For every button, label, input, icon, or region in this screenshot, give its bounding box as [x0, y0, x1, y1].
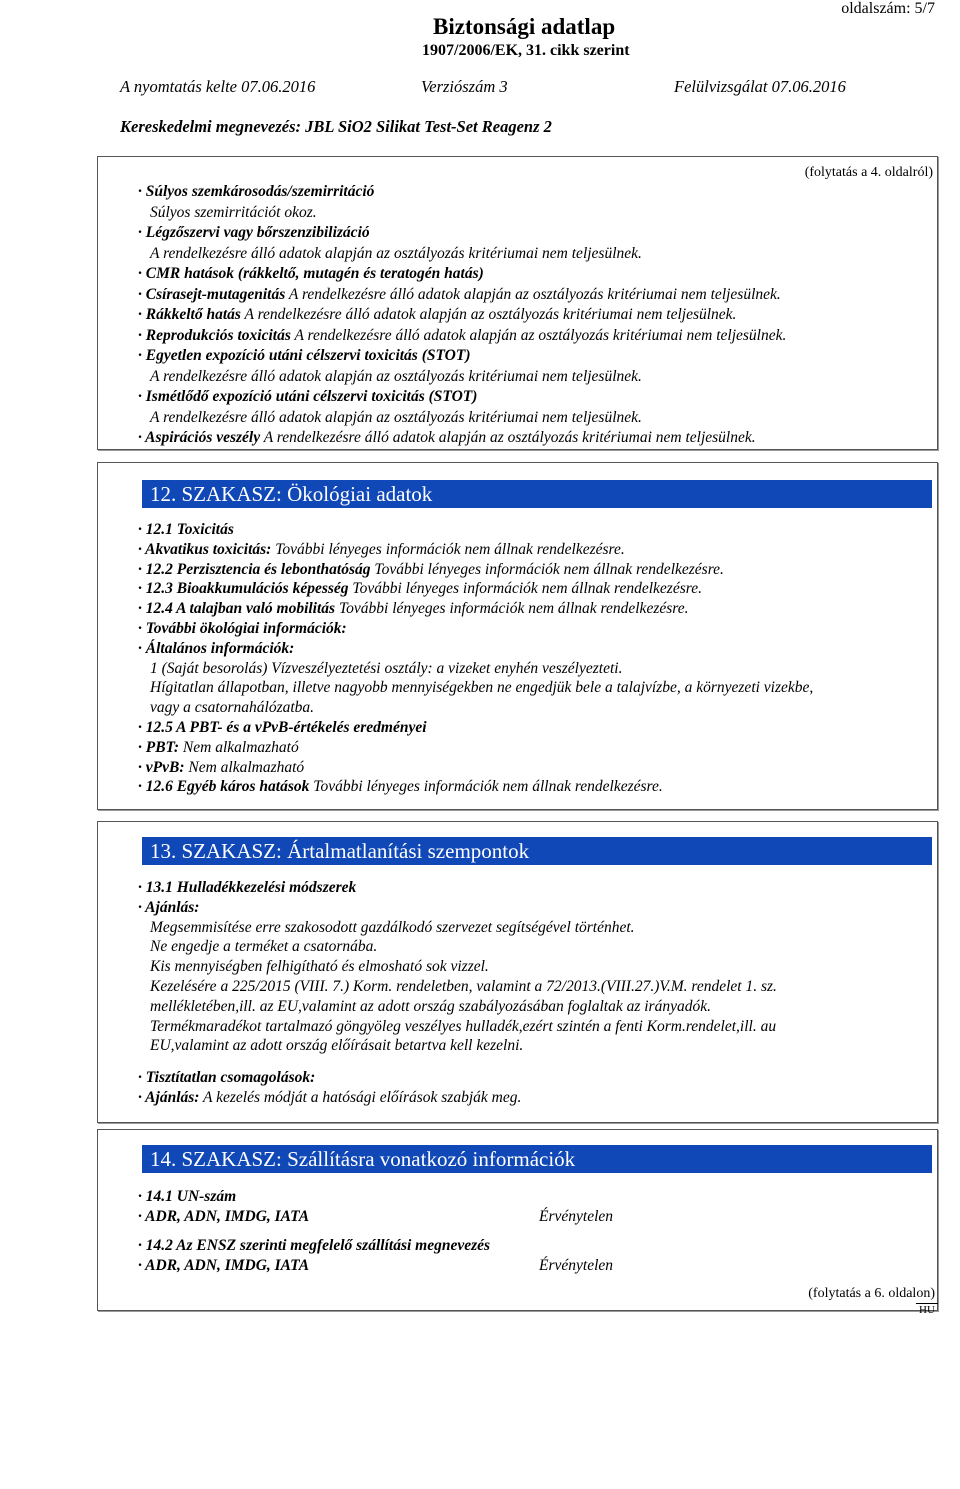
line-text: Kezelésére a 225/2015 (VIII. 7.) Korm. rendeletben, valamint a 72/2013.(VIII.27.)V.M. rendelet 1. sz. [150, 978, 777, 995]
text-line [138, 620, 347, 638]
section-12-box [97, 462, 938, 810]
un-number-label: · 14.1 UN-szám [138, 1188, 237, 1205]
text-line [150, 660, 622, 678]
revision-date: Felülvizsgálat 07.06.2016 [674, 77, 846, 96]
document-title: Biztonsági adatlap [433, 14, 616, 39]
line-text: Nem alkalmazható [179, 738, 299, 756]
section-12-title: 12. SZAKASZ: Ökológiai adatok [142, 480, 932, 508]
text-line [138, 388, 477, 406]
line-heading: · Ajánlás: [138, 1089, 200, 1106]
line-heading: · Súlyos szemkárosodás/szemirritáció [138, 183, 375, 200]
text-line [138, 306, 736, 324]
language-code: HU [916, 1303, 938, 1316]
line-text: Ne engedje a terméket a csatornába. [150, 938, 378, 956]
line-text: További lényeges információk nem állnak rendelkezésre. [335, 600, 689, 618]
line-heading: · Ajánlás: [138, 898, 200, 916]
line-text: 1 (Saját besorolás) Vízveszélyeztetési osztály: a vizeket enyhén veszélyezteti. [150, 659, 623, 677]
line-text: Kis mennyiségben felhigítható és elmosható sok vizzel. [150, 958, 489, 976]
text-line [138, 224, 370, 242]
section-11-box [97, 156, 938, 450]
version-number: Verziószám 3 [421, 77, 508, 96]
text-line [150, 958, 489, 976]
text-line [150, 699, 314, 717]
page-number: oldalszám: 5/7 [841, 0, 935, 17]
text-line [138, 521, 234, 539]
transport-row-2-label: · ADR, ADN, IMDG, IATA [138, 1257, 310, 1274]
line-heading: · További ökológiai információk: [138, 620, 347, 637]
line-text: További lényeges információk nem állnak rendelkezésre. [370, 560, 724, 578]
line-heading: · Csírasejt-mutagenitás [138, 285, 286, 303]
transport-row-2-value: Érvénytelen [539, 1257, 614, 1274]
text-line [138, 879, 356, 897]
line-heading: · Légzőszervi vagy bőrszenzibilizáció [138, 224, 370, 241]
transport-row-1-value: Érvénytelen [539, 1208, 614, 1225]
text-line [138, 580, 702, 598]
text-line [150, 409, 642, 427]
line-text: Megsemmisítése erre szakosodott gazdálkodó szervezet segítségével történhet. [150, 918, 635, 936]
line-text: mellékletében,ill. az EU,valamint az adott ország szabályozásában foglaltak az irányadók. [150, 997, 711, 1015]
line-heading: · Aspirációs veszély [138, 429, 261, 446]
text-line [138, 327, 786, 345]
text-line [150, 245, 642, 263]
text-line [150, 679, 813, 697]
text-line [138, 347, 471, 365]
line-text: Hígitatlan állapotban, illetve nagyobb mennyiségekben ne engedjük bele a talajvízbe, a környezeti vizekbe, [150, 679, 814, 697]
line-heading: · CMR hatások (rákkeltő, mutagén és teratogén hatás) [138, 265, 484, 282]
text-line [138, 561, 724, 579]
section-13-box [97, 821, 938, 1123]
line-text: EU,valamint az adott ország előírásait betartva kell kezelni. [150, 1037, 524, 1055]
line-heading: · 12.6 Egyéb káros hatások [138, 778, 310, 796]
line-heading: · Általános információk: [138, 639, 295, 657]
line-heading: · PBT: [138, 738, 180, 756]
text-line [150, 1018, 776, 1036]
continued-from: (folytatás a 4. oldalról) [804, 165, 933, 180]
line-text: A rendelkezésre álló adatok alapján az osztályozás kritériumai nem teljesülnek. [260, 429, 756, 446]
text-line [150, 919, 635, 937]
line-heading: · Reprodukciós toxicitás [138, 326, 291, 344]
line-text: Termékmaradékot tartalmazó göngyöleg veszélyes hulladék,ezért szintén a fenti Korm.rendelet,ill. au [150, 1017, 777, 1035]
section-14-box [97, 1129, 938, 1311]
line-text: További lényeges információk nem állnak rendelkezésre. [271, 540, 625, 558]
text-line [138, 1069, 315, 1087]
line-text: Súlyos szemirritációt okoz. [150, 203, 317, 221]
shipping-name-label: · 14.2 Az ENSZ szerinti megfelelő szállítási megnevezés [138, 1237, 491, 1254]
line-heading: · Tisztítatlan csomagolások: [138, 1069, 316, 1087]
trade-name: Kereskedelmi megnevezés: JBL SiO2 Silikat Test-Set Reagenz 2 [120, 117, 552, 136]
continued-to: (folytatás a 6. oldalon) [808, 1286, 935, 1301]
text-line [138, 600, 688, 618]
line-text: A rendelkezésre álló adatok alapján az osztályozás kritériumai nem teljesülnek. [150, 367, 642, 385]
line-heading: · vPvB: [138, 758, 185, 776]
print-date: A nyomtatás kelte 07.06.2016 [120, 77, 316, 96]
line-heading: · Rákkeltő hatás [138, 306, 241, 323]
line-text: További lényeges információk nem állnak rendelkezésre. [348, 580, 702, 598]
line-heading: · 13.1 Hulladékkezelési módszerek [138, 879, 357, 896]
line-text: Nem alkalmazható [184, 758, 305, 776]
line-heading: · Akvatikus toxicitás: [138, 540, 272, 558]
text-line [138, 759, 304, 777]
line-heading: · Egyetlen expozíció utáni célszervi toxicitás (STOT) [138, 347, 471, 364]
text-line [138, 1089, 521, 1107]
document-subtitle: 1907/2006/EK, 31. cikk szerint [422, 42, 630, 59]
line-text: További lényeges információk nem állnak rendelkezésre. [309, 778, 663, 796]
line-heading: · Ismétlődő expozíció utáni célszervi toxicitás (STOT) [138, 388, 478, 405]
line-text: A rendelkezésre álló adatok alapján az osztályozás kritériumai nem teljesülnek. [150, 408, 642, 426]
text-line [150, 998, 711, 1016]
text-line [150, 1037, 523, 1055]
transport-row-1-label: · ADR, ADN, IMDG, IATA [138, 1208, 310, 1225]
line-heading: · 12.3 Bioakkumulációs képesség [138, 580, 349, 598]
text-line [138, 286, 781, 304]
text-line [138, 541, 625, 559]
line-heading: · 12.4 A talajban való mobilitás [138, 600, 336, 618]
text-line [150, 978, 777, 996]
text-line [138, 640, 294, 658]
text-line [138, 265, 484, 283]
text-line [150, 368, 642, 386]
text-line [138, 183, 374, 201]
line-text: A rendelkezésre álló adatok alapján az osztályozás kritériumai nem teljesülnek. [290, 326, 787, 344]
line-text: A rendelkezésre álló adatok alapján az osztályozás kritériumai nem teljesülnek. [285, 285, 781, 303]
section-13-title: 13. SZAKASZ: Ártalmatlanítási szempontok [142, 837, 932, 865]
text-line [138, 739, 299, 757]
line-heading: · 12.2 Perzisztencia és lebonthatóság [138, 560, 371, 578]
text-line [138, 899, 199, 917]
section-14-title: 14. SZAKASZ: Szállításra vonatkozó információk [142, 1145, 932, 1173]
line-text: A rendelkezésre álló adatok alapján az osztályozás kritériumai nem teljesülnek. [240, 306, 737, 323]
line-text: vagy a csatornahálózatba. [150, 699, 315, 717]
text-line [138, 778, 663, 796]
line-text: A rendelkezésre álló adatok alapján az osztályozás kritériumai nem teljesülnek. [150, 244, 642, 262]
line-heading: · 12.5 A PBT- és a vPvB-értékelés eredményei [138, 719, 427, 736]
text-line [138, 429, 756, 447]
text-line [138, 719, 427, 737]
line-text: A kezelés módját a hatósági előírások szabják meg. [199, 1089, 522, 1106]
text-line [150, 204, 317, 222]
text-line [150, 938, 377, 956]
line-heading: · 12.1 Toxicitás [138, 521, 234, 538]
